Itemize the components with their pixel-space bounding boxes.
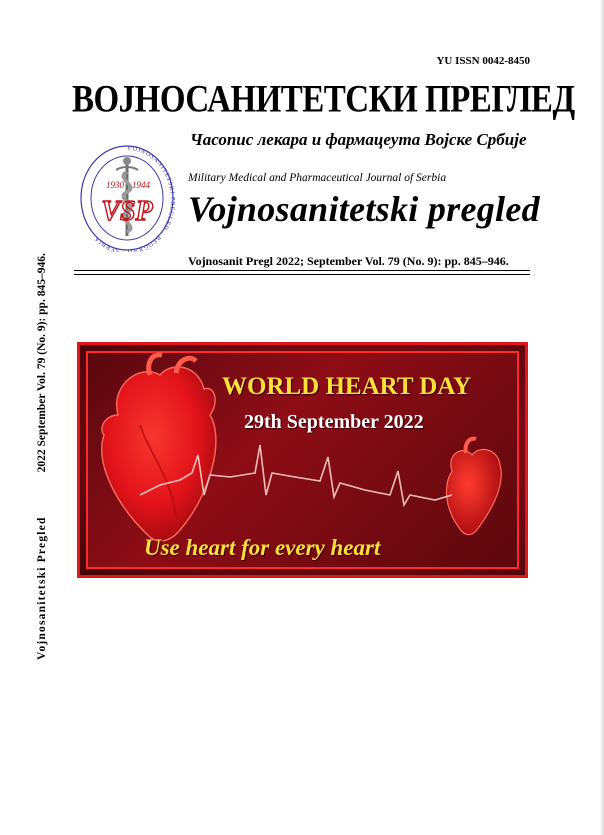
issue-citation: Vojnosanit Pregl 2022; September Vol. 79 (No. 9): pp. 845–946. bbox=[188, 254, 509, 268]
banner-date: 29th September 2022 bbox=[244, 411, 424, 433]
header-divider-top bbox=[74, 270, 530, 271]
spine-issue-info: 2022 September Vol. 79 (No. 9): pp. 845–946. bbox=[36, 253, 48, 473]
large-heart-icon bbox=[102, 355, 216, 541]
banner-heading: WORLD HEART DAY bbox=[222, 373, 472, 400]
small-heart-icon bbox=[446, 439, 501, 535]
logo-monogram: VSP bbox=[101, 196, 153, 227]
page-edge-shadow bbox=[600, 0, 604, 835]
journal-logo-seal bbox=[76, 140, 178, 252]
journal-title-cyrillic: ВОЈНОСАНИТЕТСКИ ПРЕГЛЕД bbox=[72, 78, 575, 122]
journal-title-latin: Vojnosanitetski pregled bbox=[188, 189, 540, 229]
logo-ring-text: VOJNOSANITETSKI PREGLED · BEOGRAD · SERBIA bbox=[92, 144, 176, 252]
logo-year-right: 1944 bbox=[132, 180, 150, 190]
spine-text bbox=[36, 253, 48, 660]
issn-label: YU ISSN 0042-8450 bbox=[436, 55, 530, 67]
journal-subtitle-english: Military Medical and Pharmaceutical Journal of Serbia bbox=[188, 172, 447, 184]
world-heart-day-banner bbox=[77, 342, 528, 578]
spine-journal-name: Vojnosanitetski Pregled bbox=[36, 516, 48, 660]
logo-year-left: 1930 bbox=[106, 180, 124, 190]
banner-slogan: Use heart for every heart bbox=[144, 535, 381, 560]
header-divider-bottom bbox=[74, 274, 530, 275]
journal-subtitle-cyrillic: Часопис лекара и фармацеута Војске Србије bbox=[190, 130, 527, 149]
